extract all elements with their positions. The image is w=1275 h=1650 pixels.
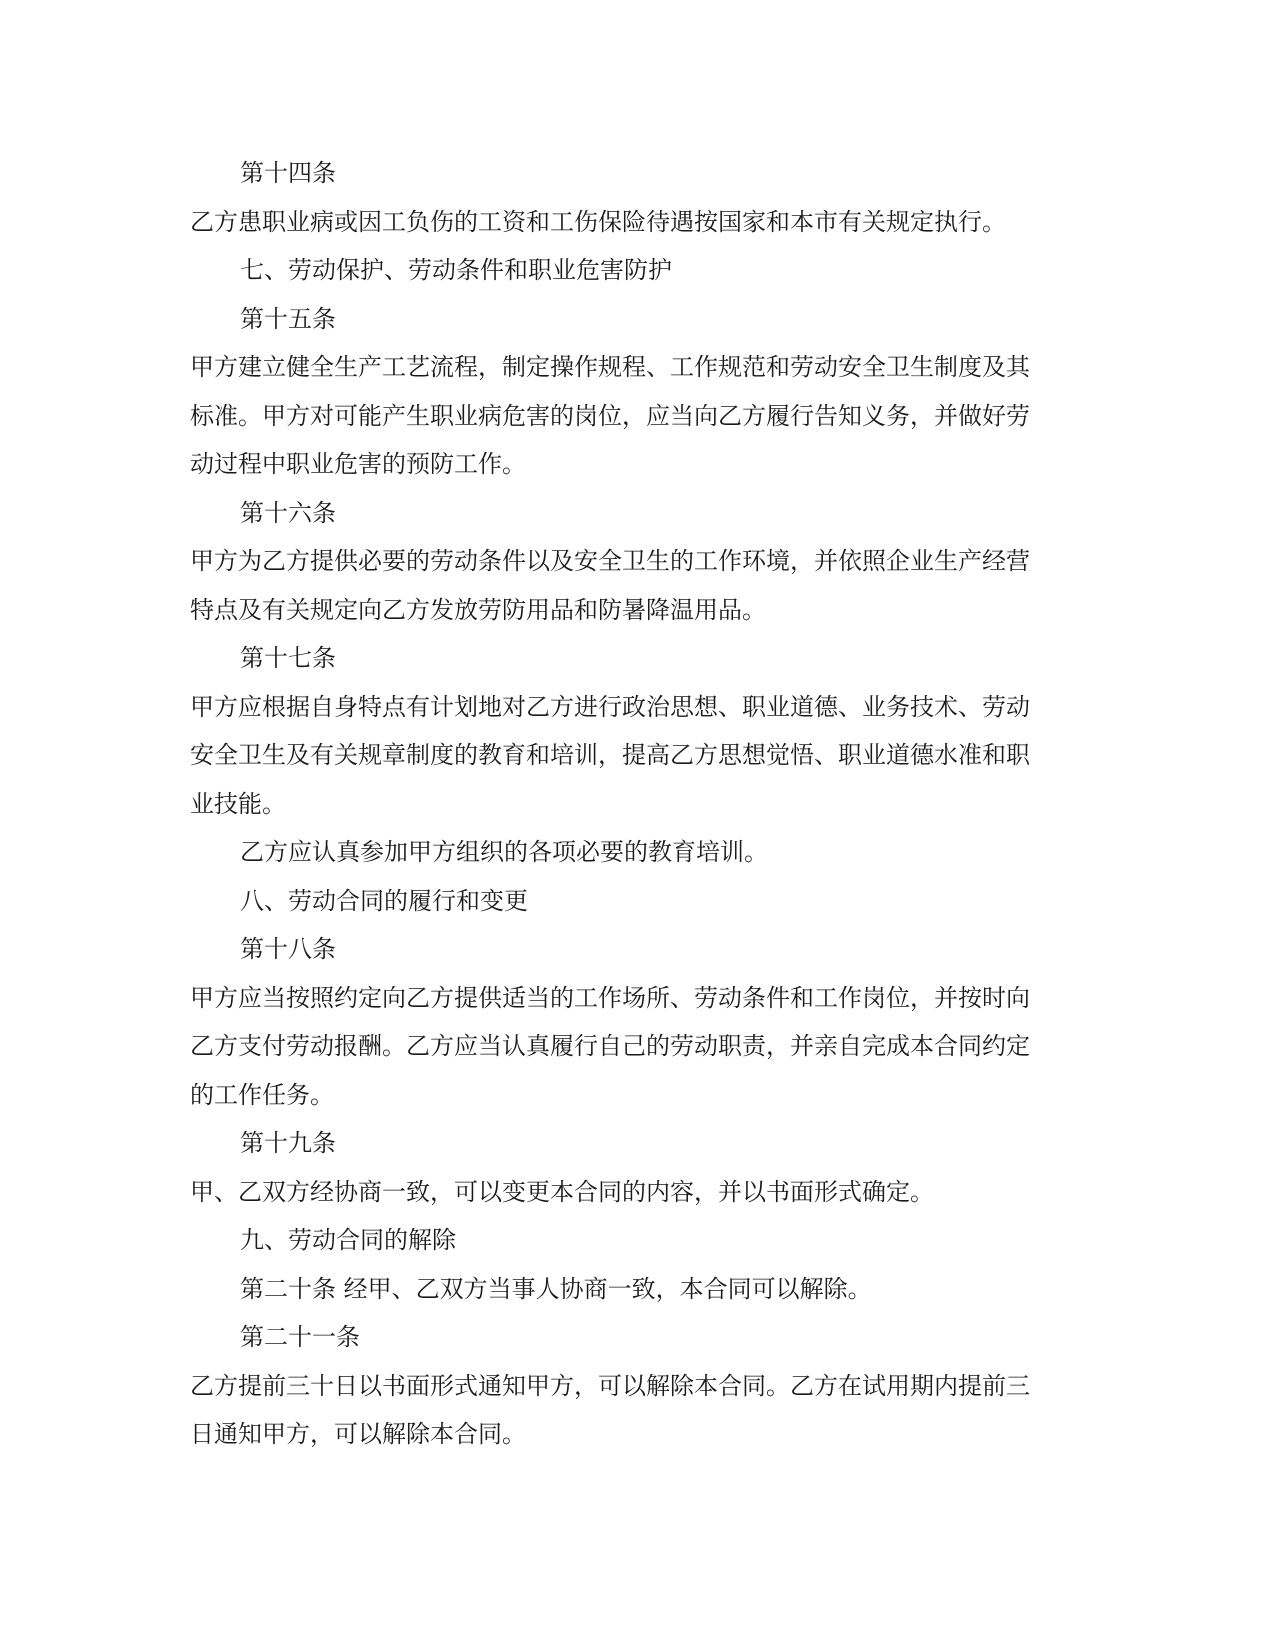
section-9-heading: 九、劳动合同的解除	[240, 1226, 456, 1254]
article-19-heading: 第十九条	[240, 1129, 336, 1157]
article-21-heading: 第二十一条	[240, 1323, 360, 1351]
article-15-heading: 第十五条	[240, 304, 336, 333]
article-21-text-line: 日通知甲方，可以解除本合同。	[190, 1420, 526, 1448]
article-16-text-line: 甲方为乙方提供必要的劳动条件以及安全卫生的工作环境，并依照企业生产经营	[190, 547, 1030, 575]
article-16-text-line: 特点及有关规定向乙方发放劳防用品和防暑降温用品。	[190, 595, 766, 624]
article-17-text-line: 甲方应根据自身特点有计划地对乙方进行政治思想、职业道德、业务技术、劳动	[190, 692, 1030, 721]
section-8-heading: 八、劳动合同的履行和变更	[240, 886, 528, 915]
article-17-text-line: 安全卫生及有关规章制度的教育和培训，提高乙方思想觉悟、职业道德水准和职	[190, 741, 1030, 769]
article-17-paragraph-2: 乙方应认真参加甲方组织的各项必要的教育培训。	[240, 838, 768, 866]
article-20-text: 第二十条 经甲、乙双方当事人协商一致，本合同可以解除。	[240, 1274, 872, 1303]
article-15-text-line: 甲方建立健全生产工艺流程，制定操作规程、工作规范和劳动安全卫生制度及其	[190, 353, 1030, 381]
article-17-text-line: 业技能。	[190, 789, 286, 818]
article-18-text-line: 乙方支付劳动报酬。乙方应当认真履行自己的劳动职责，并亲自完成本合同约定	[190, 1032, 1030, 1060]
article-15-text-line: 标准。甲方对可能产生职业病危害的岗位，应当向乙方履行告知义务，并做好劳	[190, 401, 1030, 430]
article-14-heading: 第十四条	[240, 159, 336, 187]
document-body	[190, 149, 1070, 1459]
section-7-heading: 七、劳动保护、劳动条件和职业危害防护	[240, 256, 672, 284]
article-19-text-line: 甲、乙双方经协商一致，可以变更本合同的内容，并以书面形式确定。	[190, 1177, 934, 1206]
article-18-text-line: 甲方应当按照约定向乙方提供适当的工作场所、劳动条件和工作岗位，并按时向	[190, 983, 1030, 1012]
article-15-text-line: 动过程中职业危害的预防工作。	[190, 450, 526, 478]
article-16-heading: 第十六条	[240, 498, 336, 527]
article-21-text-line: 乙方提前三十日以书面形式通知甲方，可以解除本合同。乙方在试用期内提前三	[190, 1371, 1030, 1400]
article-18-text-line: 的工作任务。	[190, 1080, 334, 1109]
article-18-heading: 第十八条	[240, 935, 336, 963]
article-14-text-line: 乙方患职业病或因工负伤的工资和工伤保险待遇按国家和本市有关规定执行。	[190, 207, 1006, 236]
article-17-heading: 第十七条	[240, 644, 336, 672]
